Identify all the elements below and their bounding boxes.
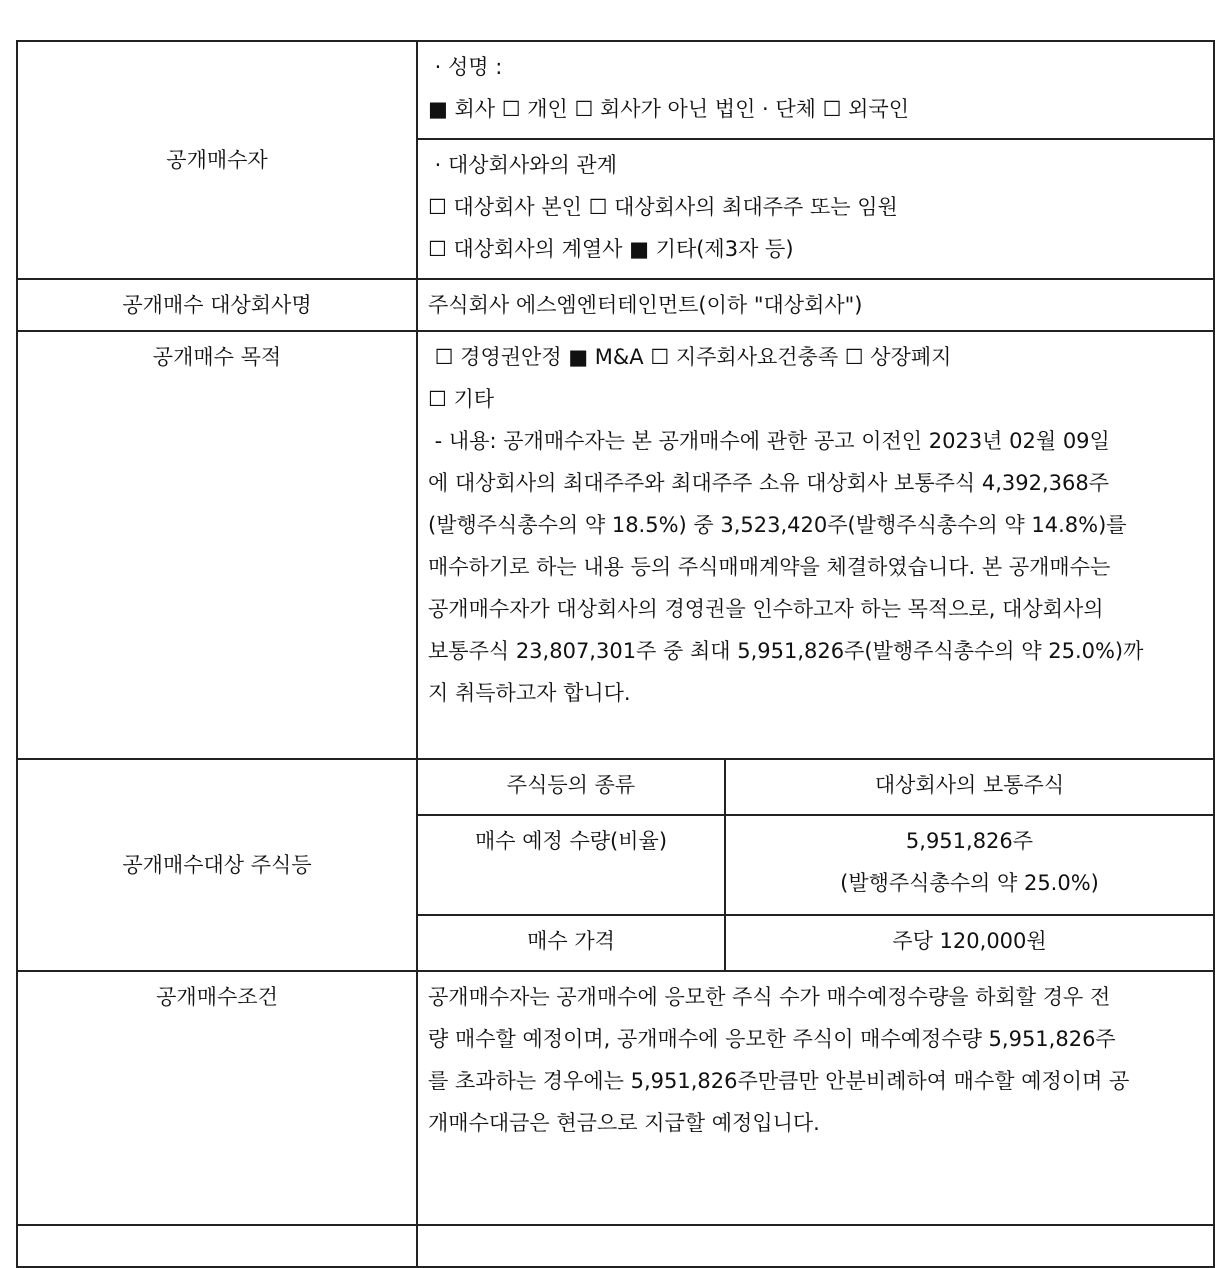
share-type-value: 대상회사의 보통주식 — [725, 760, 1213, 815]
bidder-label-cell — [17, 41, 417, 279]
share-type-label: 주식등의 종류 — [418, 760, 725, 815]
next-row-partial — [17, 1225, 1214, 1267]
shares-detail-cell — [417, 759, 1214, 971]
purpose-options: ☐ 경영권안정 ■ M&A ☐ 지주회사요건충족 ☐ 상장폐지 — [428, 345, 952, 369]
purpose-label-cell — [17, 331, 417, 759]
purpose-content-line5: 공개매수자가 대상회사의 경영권을 인수하고자 하는 목적으로, 대상회사의 — [428, 597, 1104, 621]
relation-options-line2: ☐ 대상회사의 계열사 ■ 기타(제3자 등) — [428, 237, 794, 261]
bidder-row-1 — [17, 41, 1214, 139]
bidder-name-options: ■ 회사 ☐ 개인 ☐ 회사가 아닌 법인 · 단체 ☐ 외국인 — [428, 97, 909, 121]
target-label-cell — [17, 279, 417, 331]
share-type-row — [418, 760, 1213, 815]
relation-options-line1: ☐ 대상회사 본인 ☐ 대상회사의 최대주주 또는 임원 — [428, 195, 898, 219]
purpose-content-line7: 지 취득하고자 합니다. — [428, 681, 631, 705]
share-quantity-row — [418, 815, 1213, 915]
purpose-content-line3: (발행주식총수의 약 18.5%) 중 3,523,420주(발행주식총수의 약 14.8%)를 — [428, 513, 1127, 537]
tender-offer-table — [16, 40, 1215, 1268]
share-quantity-label: 매수 예정 수량(비율) — [418, 815, 725, 915]
purpose-row — [17, 331, 1214, 759]
bidder-relation-cell — [417, 139, 1214, 279]
conditions-value-cell — [417, 971, 1214, 1225]
purpose-content-line1: - 내용: 공개매수자는 본 공개매수에 관한 공고 이전인 2023년 02월 09일 — [428, 429, 1110, 453]
next-row-label-cell — [17, 1225, 417, 1267]
target-label: 공개매수 대상회사명 — [122, 293, 312, 317]
target-value-cell — [417, 279, 1214, 331]
conditions-label-cell — [17, 971, 417, 1225]
conditions-line3: 를 초과하는 경우에는 5,951,826주만큼만 안분비례하여 매수할 예정이며 공 — [428, 1069, 1130, 1093]
purpose-content-line4: 매수하기로 하는 내용 등의 주식매매계약을 체결하였습니다. 본 공개매수는 — [428, 555, 1111, 579]
conditions-line1: 공개매수자는 공개매수에 응모한 주식 수가 매수예정수량을 하회할 경우 전 — [428, 985, 1111, 1009]
purpose-value-cell — [417, 331, 1214, 759]
bidder-label: 공개매수자 — [166, 148, 268, 172]
target-value: 주식회사 에스엠엔터테인먼트(이하 "대상회사") — [428, 293, 863, 317]
conditions-row — [17, 971, 1214, 1225]
bidder-name-cell — [417, 41, 1214, 139]
shares-label-cell — [17, 759, 417, 971]
conditions-line2: 량 매수할 예정이며, 공개매수에 응모한 주식이 매수예정수량 5,951,826주 — [428, 1027, 1116, 1051]
shares-label: 공개매수대상 주식등 — [122, 853, 312, 877]
conditions-line4: 개매수대금은 현금으로 지급할 예정입니다. — [428, 1111, 820, 1135]
share-price-row — [418, 915, 1213, 970]
share-quantity-value: 5,951,826주 — [905, 829, 1034, 853]
share-quantity-ratio: (발행주식총수의 약 25.0%) — [840, 871, 1099, 895]
purpose-label: 공개매수 목적 — [152, 345, 282, 369]
bidder-name-heading: · 성명 : — [428, 55, 503, 79]
shares-row — [17, 759, 1214, 971]
shares-detail-table — [418, 760, 1213, 970]
purpose-content-line2: 에 대상회사의 최대주주와 최대주주 소유 대상회사 보통주식 4,392,368주 — [428, 471, 1110, 495]
share-quantity-cell — [725, 815, 1213, 915]
next-row-value-cell — [417, 1225, 1214, 1267]
conditions-label: 공개매수조건 — [156, 985, 278, 1009]
purpose-other-option: ☐ 기타 — [428, 387, 495, 411]
purpose-content-line6: 보통주식 23,807,301주 중 최대 5,951,826주(발행주식총수의 약 25.0%)까 — [428, 639, 1144, 663]
share-price-label: 매수 가격 — [418, 915, 725, 970]
disclosure-document — [16, 40, 1215, 1268]
relation-heading: · 대상회사와의 관계 — [428, 153, 617, 177]
share-price-value: 주당 120,000원 — [725, 915, 1213, 970]
target-row — [17, 279, 1214, 331]
